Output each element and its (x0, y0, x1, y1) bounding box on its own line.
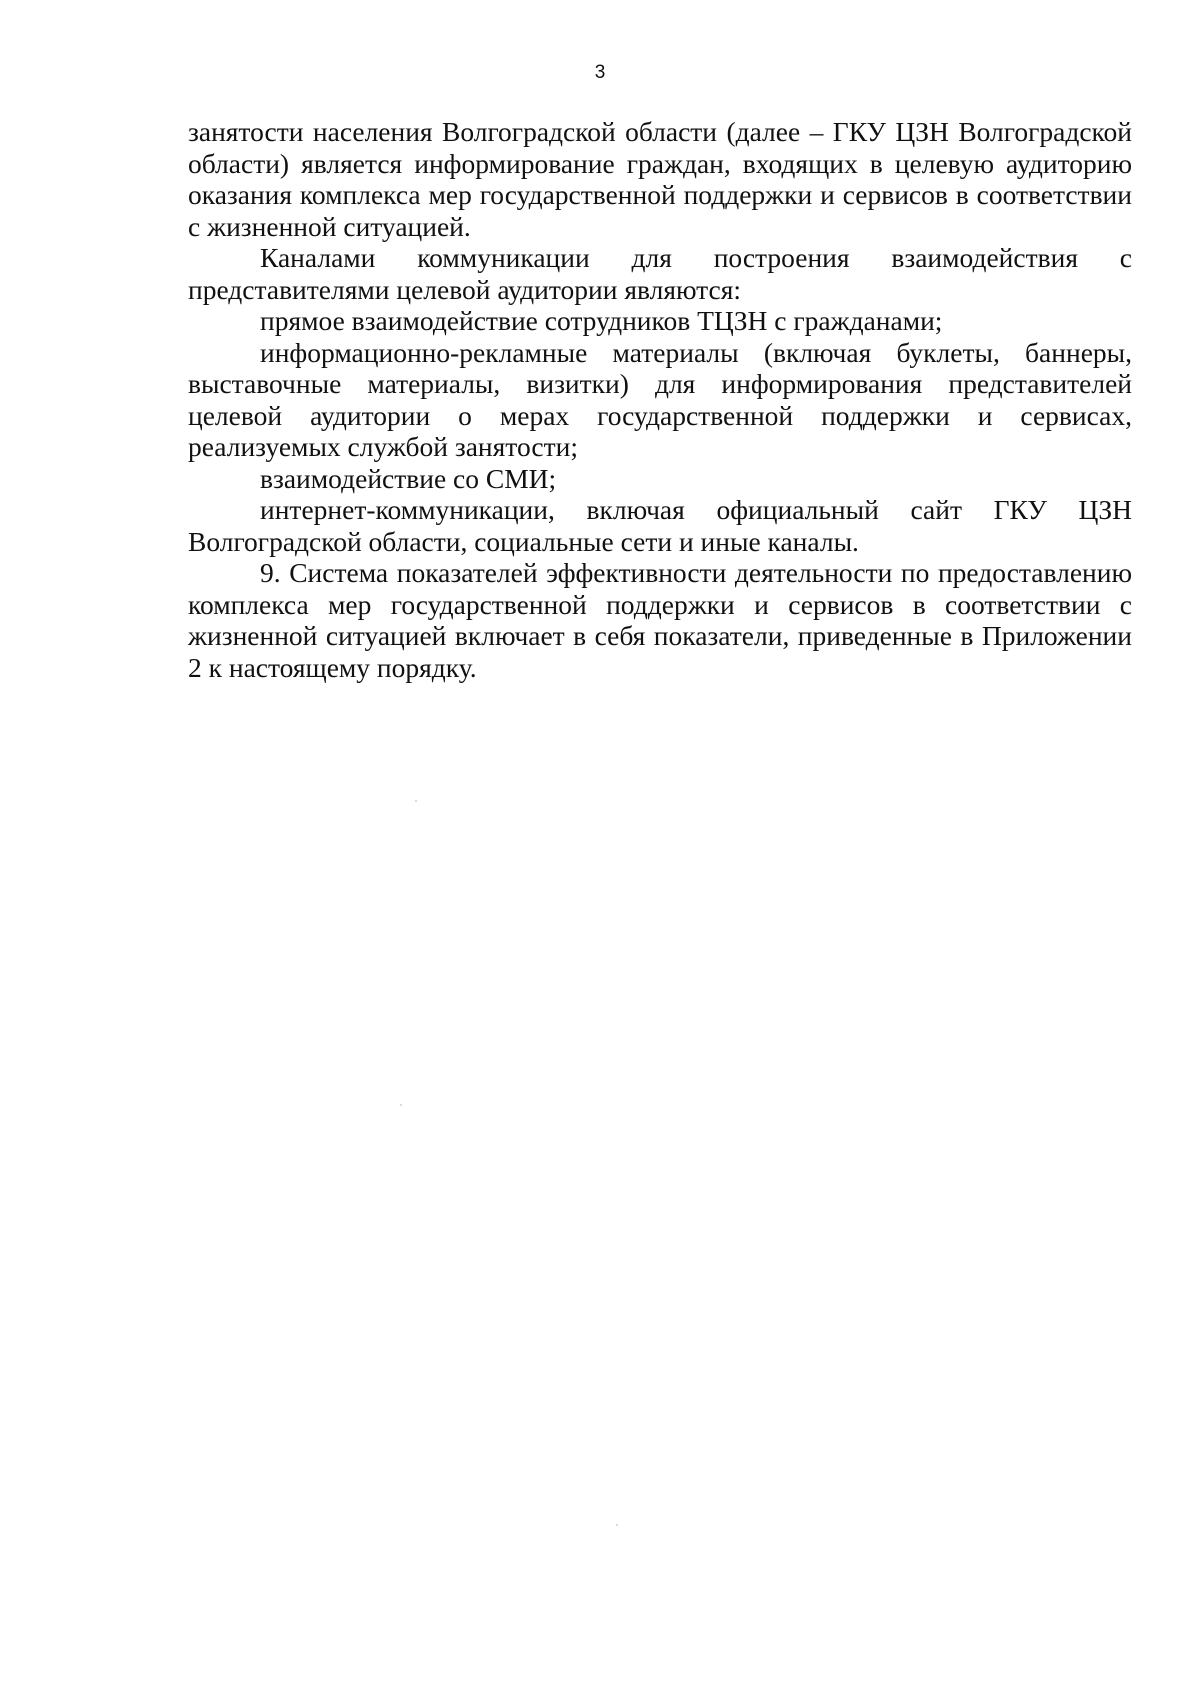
paragraph-continuation: занятости населения Волгоградской области (далее – ГКУ ЦЗН Волгоградской области) является информирование граждан, входящих в целевую аудиторию оказания комплекса мер государственной поддержки и сервисов в соответствии с жизненной ситуацией. (188, 116, 1132, 242)
paragraph-section-9: 9. Система показателей эффективности деятельности по предоставлению комплекса мер государственной поддержки и сервисов в соответствии с жизненной ситуацией включает в себя показатели, приведенные в Приложении 2 к настоящему порядку. (188, 557, 1132, 683)
list-item-media-interaction: взаимодействие со СМИ; (260, 462, 557, 494)
page-number: 3 (594, 62, 606, 83)
scan-speck (415, 800, 417, 802)
list-item-advertising-materials: информационно-рекламные материалы (включая буклеты, баннеры, выставочные материалы, визитки) для информирования представителей целевой аудитории о мерах государственной поддержки и сервисах, реализуемых службой занятости; (188, 336, 1132, 462)
scan-speck (400, 1104, 402, 1106)
paragraph-communication-channels: Каналами коммуникации для построения взаимодействия с представителями целевой аудитории являются: (188, 242, 1132, 305)
list-item-internet-communications: интернет-коммуникации, включая официальный сайт ГКУ ЦЗН Волгоградской области, социальные сети и иные каналы. (188, 494, 1132, 557)
document-body (188, 116, 1132, 683)
scan-speck (616, 1524, 618, 1526)
list-item-direct-interaction: прямое взаимодействие сотрудников ТЦЗН с гражданами; (260, 305, 943, 336)
